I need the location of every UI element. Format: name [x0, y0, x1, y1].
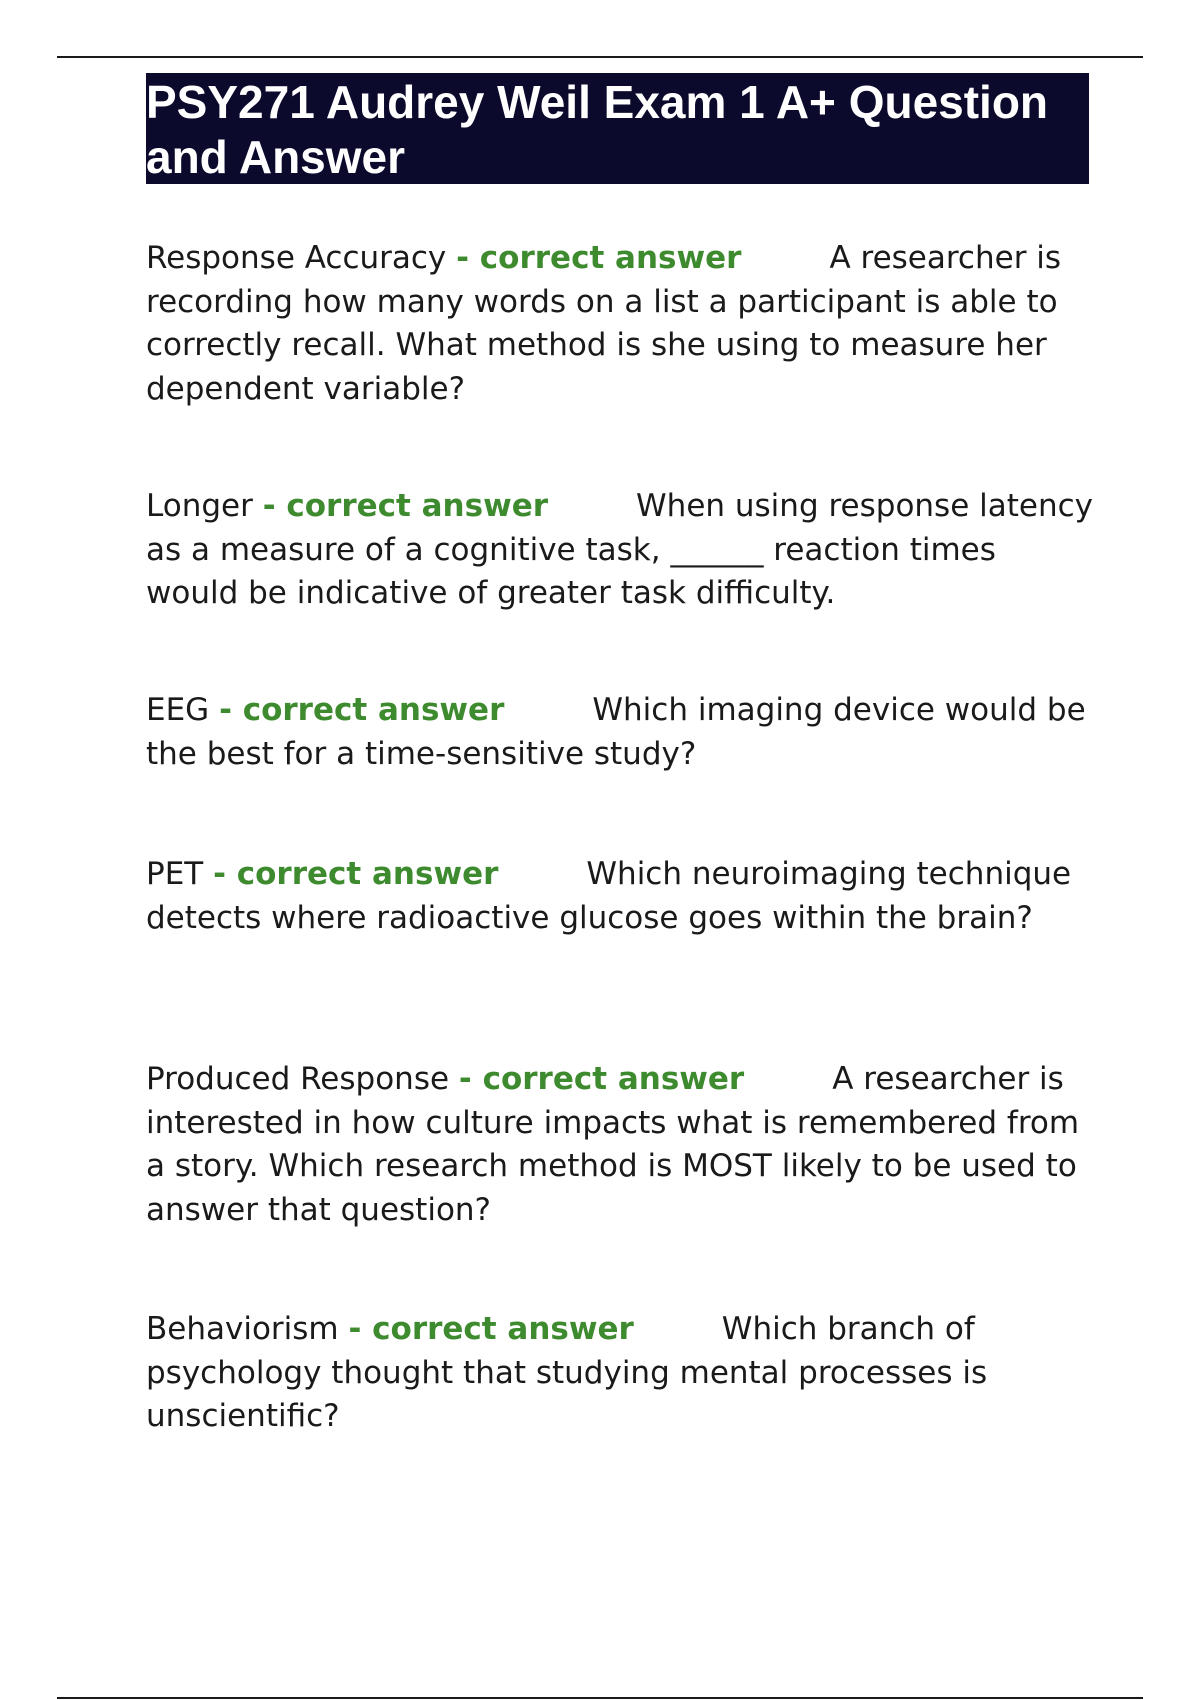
question-text: A researcher is recording how many words on a list a participant is able to correctly recall. What method is she using to measure her dependent variable? [146, 240, 1062, 407]
correct-answer-label: - correct answer [262, 488, 549, 524]
answer-term: Produced Response [146, 1061, 450, 1097]
answer-term: EEG [146, 692, 210, 728]
qa-item [146, 237, 1096, 411]
answer-term: Response Accuracy [146, 240, 447, 276]
qa-item [146, 485, 1096, 616]
correct-answer-label: - correct answer [456, 240, 742, 276]
qa-item [146, 853, 1096, 940]
correct-answer-label: - correct answer [348, 1311, 634, 1347]
question-text: Which imaging device would be the best for a time-sensitive study? [146, 692, 1086, 772]
qa-item [146, 1058, 1096, 1232]
question-text: A researcher is interested in how culture impacts what is remembered from a story. Which research method is MOST likely to be used to answer that question? [146, 1061, 1080, 1228]
question-text: Which neuroimaging technique detects where radioactive glucose goes within the brain? [146, 856, 1072, 936]
correct-answer-label: - correct answer [219, 692, 505, 728]
document-title: PSY271 Audrey Weil Exam 1 A+ Question and Answer [146, 76, 1049, 183]
answer-term: PET [146, 856, 204, 892]
answer-term: Behaviorism [146, 1311, 339, 1347]
top-divider [57, 56, 1143, 58]
question-text: Which branch of psychology thought that studying mental processes is unscientific? [146, 1311, 988, 1434]
qa-item [146, 1308, 1096, 1439]
document-title-banner [146, 73, 1089, 184]
correct-answer-label: - correct answer [458, 1061, 745, 1097]
answer-term: Longer [146, 488, 253, 524]
bottom-divider [57, 1697, 1143, 1699]
question-text: When using response latency as a measure of a cognitive task, ______ reaction times would be indicative of greater task difficulty. [146, 488, 1094, 611]
correct-answer-label: - correct answer [213, 856, 499, 892]
qa-item [146, 689, 1096, 776]
